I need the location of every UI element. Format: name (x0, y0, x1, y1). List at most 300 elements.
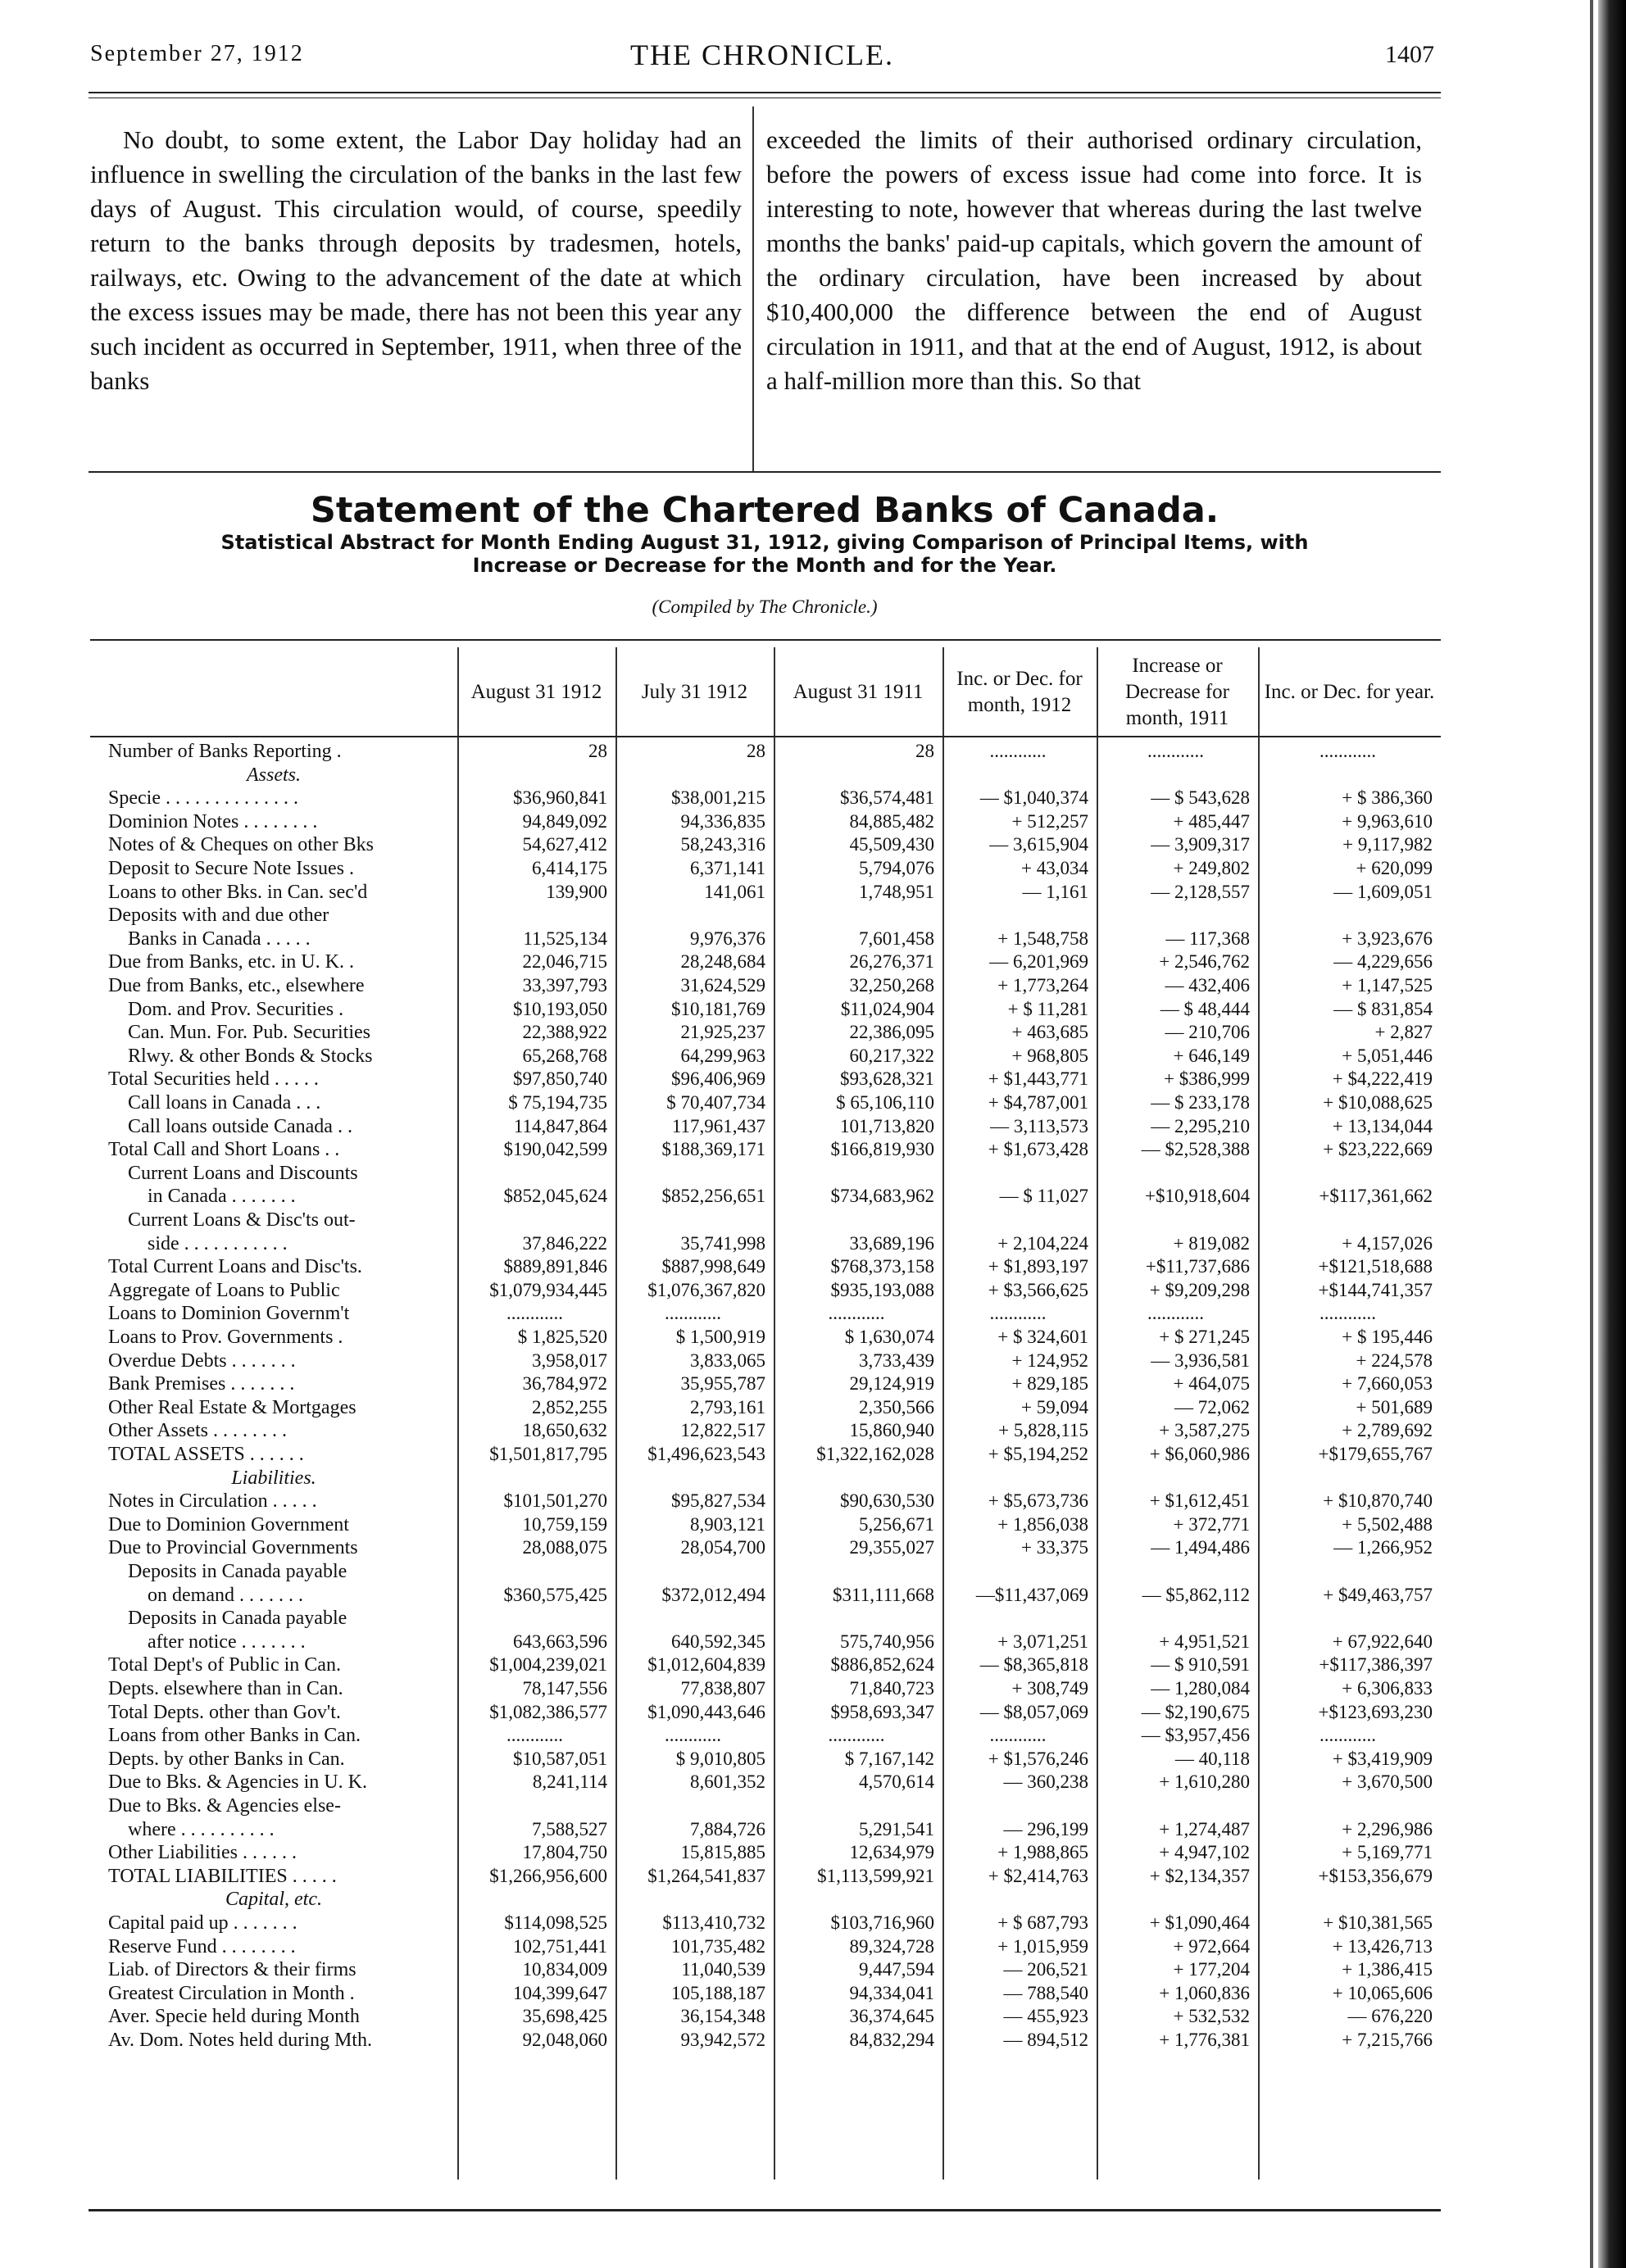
table-cell: 28 (747, 741, 765, 761)
table-cell: $95,827,534 (671, 1490, 765, 1512)
table-cell: +$117,361,662 (1319, 1186, 1433, 1207)
table-cell: 60,217,322 (849, 1045, 934, 1066)
table-cell: $889,891,846 (503, 1256, 607, 1277)
column-header: August 31 1912 (470, 681, 602, 703)
table-cell: +$144,741,357 (1318, 1279, 1433, 1300)
table-cell: — 2,128,557 (1151, 881, 1250, 902)
table-cell: 84,885,482 (849, 810, 934, 832)
row-label: Dominion Notes . . . . . . . . (108, 810, 318, 832)
table-cell: + 646,149 (1173, 1045, 1250, 1066)
table-cell: 35,955,787 (680, 1373, 765, 1395)
statement-subtitle-line2: Increase or Decrease for the Month and for the Year. (472, 554, 1057, 577)
row-label: Other Real Estate & Mortgages (108, 1396, 357, 1418)
table-cell: 54,627,412 (522, 834, 607, 855)
table-cell: + 1,015,959 (997, 1935, 1088, 1957)
table-cell: + 249,802 (1173, 858, 1250, 878)
table-cell: + 3,923,676 (1342, 928, 1433, 949)
header-page-number: 1407 (1385, 41, 1434, 68)
table-cell: 78,147,556 (522, 1678, 607, 1699)
column-header: August 31 1911 (793, 681, 924, 703)
table-cell: + $49,463,757 (1323, 1584, 1433, 1605)
table-cell: $734,683,962 (830, 1186, 934, 1207)
table-cell: + 177,204 (1173, 1959, 1250, 1980)
row-label: Due to Bks. & Agencies in U. K. (108, 1771, 367, 1794)
table-cell: $1,113,599,921 (817, 1865, 934, 1886)
table-cell: 7,601,458 (859, 928, 934, 949)
table-cell: + $9,209,298 (1149, 1279, 1250, 1300)
row-label: in Canada . . . . . . . (148, 1186, 296, 1208)
table-cell: 35,698,425 (522, 2006, 607, 2027)
page-edge-line (1590, 0, 1593, 2268)
table-cell: 5,291,541 (859, 1818, 934, 1839)
table-cell: + $4,222,419 (1332, 1068, 1433, 1090)
column-separator (942, 647, 944, 2180)
table-cell: $768,373,158 (830, 1256, 934, 1277)
table-cell: 26,276,371 (849, 951, 934, 973)
table-cell: $90,630,530 (840, 1490, 934, 1512)
row-label: Loans to other Bks. in Can. sec'd (108, 881, 368, 903)
table-cell: $1,012,604,839 (647, 1654, 765, 1676)
table-cell: + $3,419,909 (1332, 1748, 1433, 1769)
table-cell: ............ (1319, 1725, 1376, 1746)
row-label: Notes in Circulation . . . . . (108, 1490, 317, 1513)
table-cell: + 463,685 (1011, 1022, 1088, 1043)
statement-subtitle-line1: Statistical Abstract for Month Ending August 31, 1912, giving Comparison of Principal Items, with (220, 531, 1309, 554)
row-label: Aggregate of Loans to Public (108, 1279, 340, 1301)
table-cell: + 5,502,488 (1342, 1513, 1433, 1535)
table-cell: 36,374,645 (849, 2006, 934, 2027)
table-cell: + $4,787,001 (988, 1092, 1088, 1113)
article-column-right (766, 123, 1422, 398)
row-label: Depts. elsewhere than in Can. (108, 1678, 343, 1699)
table-cell: 28 (588, 741, 607, 761)
table-cell: + 501,689 (1356, 1396, 1433, 1418)
table-cell: + 3,587,275 (1159, 1420, 1250, 1441)
compiled-note: (Compiled by The Chronicle.) (652, 596, 878, 617)
table-cell: $1,090,443,646 (647, 1701, 765, 1722)
table-cell: + 9,963,610 (1342, 810, 1433, 832)
column-separator (1258, 647, 1260, 2180)
table-cell: 28,054,700 (680, 1537, 765, 1558)
table-cell: $113,410,732 (662, 1912, 765, 1933)
table-cell: + $3,566,625 (988, 1279, 1088, 1300)
table-cell: + 7,660,053 (1342, 1373, 1433, 1395)
table-cell: $887,998,649 (661, 1256, 765, 1277)
table-cell: — 1,494,486 (1151, 1537, 1250, 1558)
table-cell: ............ (506, 1303, 563, 1324)
table-cell: + 1,147,525 (1342, 975, 1433, 996)
table-cell: 89,324,728 (849, 1935, 934, 1957)
table-cell: $103,716,960 (830, 1912, 934, 1933)
table-cell: — 3,113,573 (990, 1115, 1088, 1136)
table-cell: ............ (828, 1725, 885, 1746)
table-cell: $1,501,817,795 (489, 1444, 607, 1464)
table-cell: — 40,118 (1174, 1748, 1250, 1769)
table-cell: + 972,664 (1173, 1935, 1250, 1957)
row-label: Deposit to Secure Note Issues . (108, 858, 354, 879)
table-cell: — 432,406 (1165, 975, 1250, 996)
table-cell: $1,079,934,445 (489, 1279, 607, 1300)
table-cell: — 3,615,904 (989, 834, 1088, 855)
row-label: Deposits in Canada payable (128, 1561, 347, 1582)
row-label: Liab. of Directors & their firms (108, 1959, 357, 1981)
table-cell: $ 75,194,735 (508, 1092, 607, 1113)
table-cell: 94,336,835 (680, 810, 765, 832)
table-cell: — $1,040,374 (979, 787, 1088, 809)
row-label: Call loans in Canada . . . (128, 1092, 321, 1114)
table-cell: 31,624,529 (680, 975, 765, 996)
table-cell: + 4,157,026 (1342, 1232, 1433, 1254)
table-cell: + $6,060,986 (1149, 1444, 1250, 1464)
table-cell: + 829,185 (1011, 1373, 1088, 1395)
table-cell: ............ (665, 1303, 721, 1324)
table-cell: $1,264,541,837 (647, 1865, 765, 1886)
table-cell: $10,587,051 (513, 1748, 607, 1769)
row-label: TOTAL LIABILITIES . . . . . (108, 1865, 337, 1887)
table-cell: — 2,295,210 (1151, 1115, 1250, 1136)
article-column-left (90, 123, 742, 398)
table-cell: — $ 233,178 (1151, 1092, 1250, 1113)
table-cell: $188,369,171 (661, 1139, 765, 1160)
row-label: Rlwy. & other Bonds & Stocks (128, 1045, 373, 1067)
table-cell: $852,045,624 (503, 1186, 607, 1207)
table-cell: — 72,062 (1174, 1396, 1250, 1418)
table-cell: 64,299,963 (680, 1045, 765, 1066)
table-cell: — 117,368 (1165, 928, 1250, 949)
table-cell: $1,082,386,577 (489, 1701, 607, 1722)
table-cell: 77,838,807 (680, 1678, 765, 1699)
row-label: Greatest Circulation in Month . (108, 1982, 355, 2004)
table-cell: 12,822,517 (680, 1420, 765, 1441)
table-cell: + 7,215,766 (1342, 2030, 1433, 2050)
table-cell: $166,819,930 (830, 1139, 934, 1160)
table-cell: + 10,065,606 (1332, 1982, 1433, 2003)
table-cell: + 3,670,500 (1342, 1771, 1433, 1793)
table-cell: 22,388,922 (522, 1022, 607, 1043)
table-cell: + 1,060,836 (1159, 1982, 1250, 2003)
table-cell: + 33,375 (1021, 1537, 1088, 1558)
table-cell: $360,575,425 (503, 1584, 607, 1605)
row-label: Capital paid up . . . . . . . (108, 1912, 297, 1934)
table-top-rule (90, 639, 1441, 641)
table-cell: 18,650,632 (522, 1420, 607, 1441)
table-cell: — 788,540 (1003, 1982, 1088, 2003)
table-cell: 36,784,972 (522, 1373, 607, 1395)
row-label: Deposits with and due other (108, 905, 329, 927)
table-cell: + 9,117,982 (1342, 834, 1433, 855)
table-cell: — 1,280,084 (1151, 1678, 1250, 1699)
table-cell: — $2,190,675 (1141, 1701, 1250, 1722)
table-cell: $1,266,956,600 (489, 1865, 607, 1886)
table-cell: 11,040,539 (681, 1959, 765, 1980)
table-cell: + $2,414,763 (988, 1865, 1088, 1886)
table-cell: +$153,356,679 (1318, 1865, 1433, 1886)
table-cell: — 206,521 (1003, 1959, 1088, 1980)
table-cell: + 1,548,758 (997, 928, 1088, 949)
column-separator (774, 647, 775, 2180)
table-cell: — 455,923 (1003, 2006, 1088, 2027)
table-cell: — 3,936,581 (1151, 1349, 1250, 1371)
table-cell: 9,976,376 (690, 928, 765, 949)
table-cell: + 124,952 (1011, 1349, 1088, 1371)
row-label: Due to Provincial Governments (108, 1537, 358, 1559)
bottom-rule (89, 2209, 1441, 2211)
row-label: Bank Premises . . . . . . . (108, 1373, 295, 1395)
table-cell: + $1,090,464 (1149, 1912, 1250, 1933)
row-label: Current Loans and Discounts (128, 1162, 358, 1184)
table-cell: + 1,776,381 (1159, 2030, 1250, 2050)
table-cell: $311,111,668 (833, 1584, 934, 1605)
header-title: THE CHRONICLE. (630, 39, 894, 71)
table-cell: + 2,546,762 (1159, 951, 1250, 973)
row-label: TOTAL ASSETS . . . . . . (108, 1444, 304, 1465)
table-cell: +$11,737,686 (1145, 1256, 1250, 1277)
table-cell: + 43,034 (1021, 858, 1088, 878)
table-cell: — 894,512 (1003, 2030, 1088, 2050)
table-cell: — 296,199 (1003, 1818, 1088, 1839)
table-cell: 8,903,121 (690, 1513, 765, 1535)
table-cell: 114,847,864 (513, 1115, 607, 1136)
header-date: September 27, 1912 (90, 41, 304, 66)
column-header: Inc. or Dec. for year. (1264, 681, 1435, 703)
table-cell: 15,815,885 (680, 1842, 765, 1863)
row-label: Total Depts. other than Gov't. (108, 1701, 341, 1723)
statement-subtitle (89, 531, 1441, 577)
row-label: on demand . . . . . . . (148, 1584, 303, 1606)
table-cell: + 59,094 (1021, 1396, 1088, 1418)
row-label: Loans to Dominion Governm't (108, 1303, 350, 1325)
table-cell: — $5,862,112 (1142, 1584, 1250, 1605)
row-label: Due to Bks. & Agencies else- (108, 1795, 341, 1817)
table-cell: — $ 831,854 (1333, 998, 1433, 1019)
table-cell: 92,048,060 (522, 2030, 607, 2050)
row-label: Dom. and Prov. Securities . (128, 998, 344, 1020)
table-cell: +$117,386,397 (1319, 1654, 1433, 1676)
row-label: Other Assets . . . . . . . . (108, 1420, 287, 1442)
table-cell: $38,001,215 (671, 787, 765, 809)
table-cell: 7,588,527 (532, 1818, 607, 1839)
row-label: Current Loans & Disc'ts out- (128, 1209, 356, 1231)
row-label: Due from Banks, etc., elsewhere (108, 975, 365, 996)
table-cell: 58,243,316 (680, 834, 765, 855)
table-cell: — 210,706 (1165, 1022, 1250, 1043)
table-cell: 71,840,723 (849, 1678, 934, 1699)
table-cell: + 5,828,115 (998, 1420, 1088, 1441)
table-cell: + $2,134,357 (1149, 1865, 1250, 1886)
table-cell: + $ 271,245 (1159, 1327, 1250, 1347)
table-cell: $1,004,239,021 (489, 1654, 607, 1676)
table-cell: $ 1,825,520 (517, 1327, 607, 1347)
table-cell: 29,124,919 (849, 1373, 934, 1395)
table-cell: 22,046,715 (522, 951, 607, 973)
row-label: Number of Banks Reporting . (108, 741, 342, 762)
row-label: Reserve Fund . . . . . . . . (108, 1935, 296, 1957)
table-cell: 84,832,294 (849, 2030, 934, 2050)
table-cell: + 532,532 (1173, 2006, 1250, 2027)
table-cell: + 372,771 (1173, 1513, 1250, 1535)
table-cell: 117,961,437 (671, 1115, 765, 1136)
row-label: side . . . . . . . . . . . (148, 1232, 288, 1254)
table-cell: 5,794,076 (859, 858, 934, 878)
table-cell: 3,958,017 (532, 1349, 607, 1371)
table-cell: 33,689,196 (849, 1232, 934, 1254)
row-label: Overdue Debts . . . . . . . (108, 1349, 296, 1372)
table-cell: 93,942,572 (680, 2030, 765, 2050)
table-cell: ............ (1147, 741, 1204, 761)
table-cell: 8,601,352 (690, 1771, 765, 1793)
table-cell: 104,399,647 (513, 1982, 607, 2003)
table-cell: + 67,922,640 (1332, 1631, 1433, 1652)
running-header (90, 41, 1434, 74)
table-cell: 2,852,255 (532, 1396, 607, 1418)
table-cell: 94,334,041 (849, 1982, 934, 2003)
table-cell: 7,884,726 (690, 1818, 765, 1839)
table-cell: $ 70,407,734 (666, 1092, 765, 1113)
table-cell: 1,748,951 (859, 881, 934, 902)
table-cell: $114,098,525 (504, 1912, 607, 1933)
row-label: Banks in Canada . . . . . (128, 928, 311, 950)
table-cell: — $ 48,444 (1160, 998, 1250, 1019)
table-cell: + 2,296,986 (1342, 1818, 1433, 1839)
row-label: Total Securities held . . . . . (108, 1068, 319, 1091)
table-cell: 22,386,095 (849, 1022, 934, 1043)
row-label: Specie . . . . . . . . . . . . . . (108, 787, 298, 810)
table-cell: + $ 11,281 (1007, 998, 1088, 1019)
table-cell: $935,193,088 (830, 1279, 934, 1300)
table-cell: +$179,655,767 (1318, 1444, 1433, 1464)
table-cell: + $ 687,793 (997, 1912, 1088, 1933)
table-cell: + 620,099 (1356, 858, 1433, 878)
table-cell: +$121,518,688 (1318, 1256, 1433, 1277)
table-cell: ............ (1147, 1303, 1204, 1324)
table-cell: 35,741,998 (680, 1232, 765, 1254)
table-cell: + 4,951,521 (1159, 1631, 1250, 1652)
row-label: Can. Mun. For. Pub. Securities (128, 1022, 371, 1044)
table-cell: 8,241,114 (532, 1771, 607, 1793)
table-cell: — 676,220 (1347, 2006, 1433, 2027)
table-cell: + $1,612,451 (1149, 1490, 1250, 1512)
row-label: Loans from other Banks in Can. (108, 1725, 361, 1747)
table-cell: +$10,918,604 (1145, 1186, 1250, 1207)
row-label: where . . . . . . . . . . (128, 1818, 275, 1840)
table-cell: $1,496,623,543 (647, 1444, 765, 1464)
table-cell: + 1,856,038 (997, 1513, 1088, 1535)
table-cell: — 1,161 (1022, 881, 1088, 902)
table-cell: 6,371,141 (690, 858, 765, 878)
table-cell: 575,740,956 (840, 1631, 934, 1652)
table-cell: 2,350,566 (859, 1396, 934, 1418)
column-header: July 31 1912 (641, 681, 748, 703)
table-cell: + $386,999 (1164, 1068, 1250, 1090)
table-cell: +$123,693,230 (1318, 1701, 1433, 1722)
table-cell: 17,804,750 (522, 1842, 607, 1863)
table-cell: + $ 324,601 (997, 1327, 1088, 1347)
table-cell: 105,188,187 (671, 1982, 765, 2003)
table-cell: + 968,805 (1011, 1045, 1088, 1066)
statement-title: Statement of the Chartered Banks of Canada. (310, 490, 1220, 531)
table-cell: $372,012,494 (661, 1584, 765, 1605)
column-header: Inc. or Dec. for month, 1912 (956, 668, 1083, 716)
table-cell: 32,250,268 (849, 975, 934, 996)
table-cell: $11,024,904 (840, 998, 934, 1019)
table-cell: + 1,773,264 (997, 975, 1088, 996)
table-cell: + $5,194,252 (988, 1444, 1088, 1464)
table-cell: — 360,238 (1003, 1771, 1088, 1793)
table-cell: + 5,169,771 (1342, 1842, 1433, 1863)
table-cell: 65,268,768 (522, 1045, 607, 1066)
table-cell: + $10,870,740 (1323, 1490, 1433, 1512)
table-cell: $958,693,347 (830, 1701, 934, 1722)
table-cell: $10,193,050 (513, 998, 607, 1019)
table-cell: $101,501,270 (503, 1490, 607, 1512)
column-header: Increase or Decrease for month, 1911 (1125, 655, 1229, 729)
row-label: Total Current Loans and Disc'ts. (108, 1256, 362, 1278)
table-cell: $ 9,010,805 (675, 1748, 765, 1769)
row-label: Due from Banks, etc. in U. K. . (108, 951, 354, 973)
table-cell: + $1,893,197 (988, 1256, 1088, 1277)
table-cell: + $23,222,669 (1323, 1139, 1433, 1160)
table-cell: + $10,088,625 (1323, 1092, 1433, 1113)
row-label: Capital, etc. (225, 1889, 322, 1911)
section-rule (89, 471, 1441, 473)
table-cell: — 6,201,969 (989, 951, 1088, 973)
row-label: Aver. Specie held during Month (108, 2006, 360, 2028)
table-cell: $ 1,500,919 (675, 1327, 765, 1347)
table-cell: + 3,071,251 (997, 1631, 1088, 1652)
table-cell: $96,406,969 (671, 1068, 765, 1090)
row-label: Loans to Prov. Governments . (108, 1327, 343, 1348)
table-cell: ............ (665, 1725, 721, 1746)
table-cell: $ 65,106,110 (836, 1092, 934, 1113)
table-cell: + $ 195,446 (1342, 1327, 1433, 1347)
table-cell: $852,256,651 (661, 1186, 765, 1207)
table-cell: $886,852,624 (830, 1654, 934, 1676)
table-cell: ............ (506, 1725, 563, 1746)
article-text-right: exceeded the limits of their authorised ordinary circulation, before the powers of excess issue had come into force. It is interesting to note, however that whereas during the last twelve months the banks' paid-up capitals, which govern the amount of the ordinary circulation, have been increased by about $10,400,000 the difference between the end of August circulation in 1911, and that at the end of August, 1912, is about a half-million more than this. So that (766, 125, 1422, 395)
table-cell: + 13,426,713 (1332, 1935, 1433, 1957)
table-cell: 2,793,161 (690, 1396, 765, 1418)
row-label: after notice . . . . . . . (148, 1631, 306, 1653)
table-cell: 36,154,348 (680, 2006, 765, 2027)
table-cell: — $ 11,027 (999, 1186, 1088, 1207)
column-separator (1097, 647, 1098, 2180)
table-cell: 94,849,092 (522, 810, 607, 832)
table-cell: $36,960,841 (513, 787, 607, 809)
table-cell: $190,042,599 (503, 1139, 607, 1160)
table-cell: 139,900 (546, 881, 607, 902)
table-cell: 28,088,075 (522, 1537, 607, 1558)
row-label: Deposits in Canada payable (128, 1608, 347, 1630)
table-cell: 45,509,430 (849, 834, 934, 855)
table-cell: 10,759,159 (522, 1513, 607, 1535)
table-cell: + $10,381,565 (1323, 1912, 1433, 1933)
table-cell: — $ 543,628 (1151, 787, 1250, 809)
table-cell: — $8,057,069 (979, 1701, 1088, 1722)
table-cell: 29,355,027 (849, 1537, 934, 1558)
table-cell: + 1,610,280 (1159, 1771, 1250, 1793)
row-label: Liabilities. (231, 1467, 316, 1489)
table-cell: + 13,134,044 (1332, 1115, 1433, 1136)
table-cell: $97,850,740 (513, 1068, 607, 1090)
table-cell: 28,248,684 (680, 951, 765, 973)
table-cell: + $1,443,771 (988, 1068, 1088, 1090)
table-cell: + 1,988,865 (997, 1842, 1088, 1863)
table-cell: 11,525,134 (523, 928, 607, 949)
table-cell: — 1,266,952 (1333, 1537, 1433, 1558)
table-cell: 12,634,979 (849, 1842, 934, 1863)
row-label: Assets. (247, 764, 301, 786)
table-cell: + 2,827 (1374, 1022, 1433, 1043)
